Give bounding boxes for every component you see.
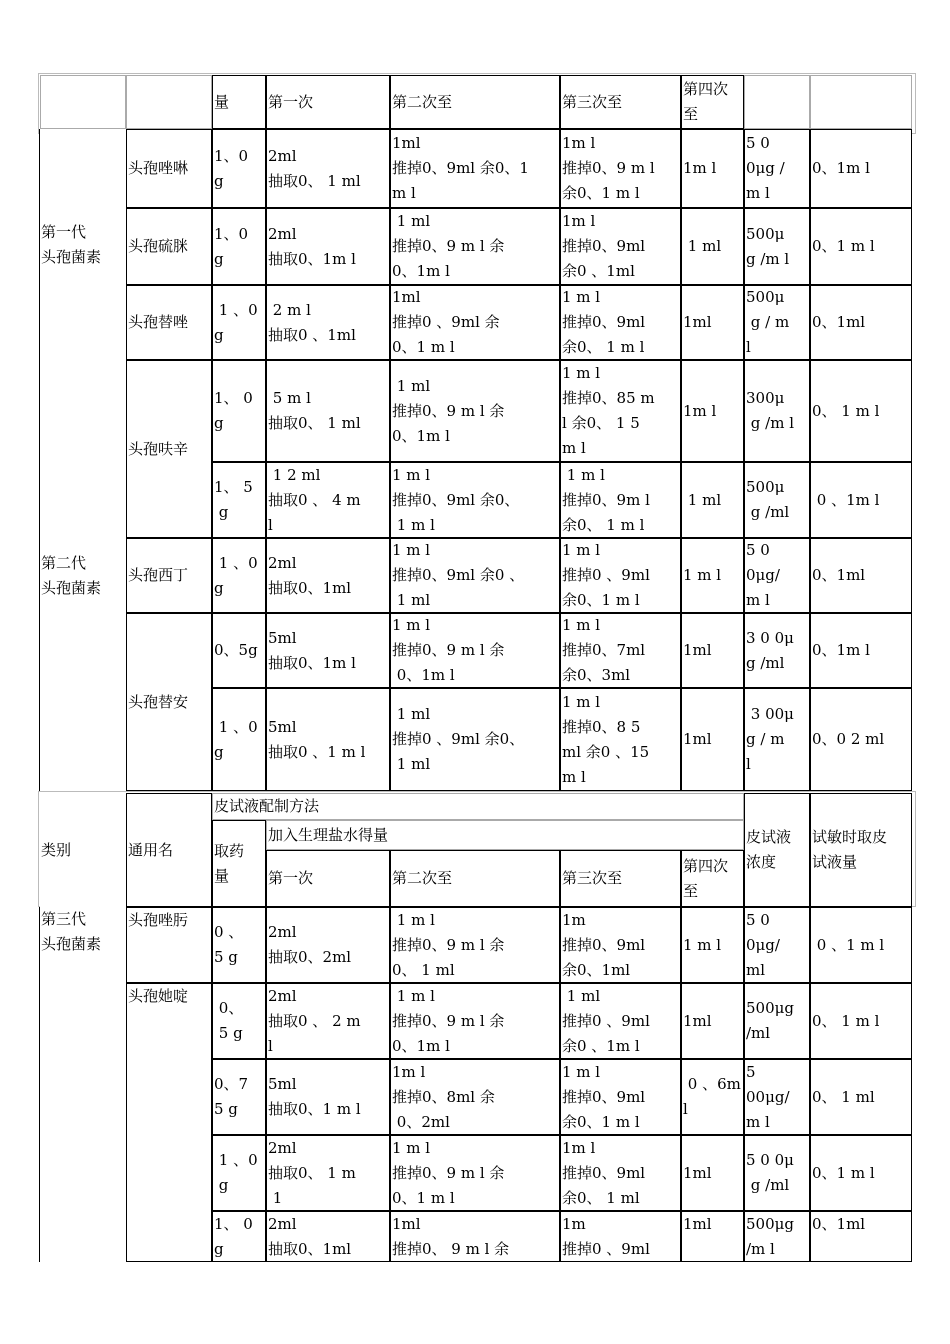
data-cell: 1 m l 推掉0、9 m l 余 0、1 m l <box>390 1135 560 1211</box>
data-cell: 1、 0 g <box>212 1211 266 1262</box>
data-cell: 1 m l 推掉0、9m l 余0、 1 m l <box>560 462 681 538</box>
data-cell: 1、 0 g <box>212 360 266 462</box>
header-amount: 试敏时取皮 试液量 <box>810 793 912 907</box>
header-cell: 第三次至 <box>560 75 681 129</box>
header-second: 第二次至 <box>390 850 560 907</box>
data-cell: 1 m l <box>681 907 744 983</box>
data-cell: 1m l <box>681 129 744 208</box>
data-cell: 1m l 推掉0、9ml 余0 、1ml <box>560 208 681 285</box>
data-cell: 0、5g <box>212 613 266 688</box>
data-cell: 0、 1 m l <box>810 983 912 1059</box>
data-cell: 0、1ml <box>810 1211 912 1262</box>
data-cell: 5ml 抽取0 、1 m l <box>266 688 390 791</box>
data-cell: 0 、1m l <box>810 462 912 538</box>
data-cell: 2ml 抽取0、1ml <box>266 538 390 613</box>
data-cell: 1 、0 g <box>212 538 266 613</box>
header-cell <box>744 75 810 129</box>
data-cell: 1ml 推掉0、9ml 余0、1 m l <box>390 129 560 208</box>
data-cell: 5 0 0μg/ ml <box>744 907 810 983</box>
data-cell: 5 0 0μ g /ml <box>744 1135 810 1211</box>
drug-name: 头孢唑啉 <box>126 129 212 208</box>
data-cell: 0 、6m l <box>681 1059 744 1135</box>
data-cell: 1、 5 g <box>212 462 266 538</box>
category-cell: 第一代 头孢菌素 <box>40 129 126 360</box>
data-cell: 1m l 推掉0、9 m l 余0、1 m l <box>560 129 681 208</box>
header-cell <box>40 75 126 129</box>
data-cell: 1 m l 推掉0、9 m l 余 0、1m l <box>390 983 560 1059</box>
data-cell: 1ml <box>681 613 744 688</box>
data-cell: 1ml <box>681 1211 744 1262</box>
data-cell: 5ml 抽取0、1m l <box>266 613 390 688</box>
data-cell: 2ml 抽取0、1ml <box>266 1211 390 1262</box>
data-cell: 0、1ml <box>810 538 912 613</box>
data-cell: 3 00μ g / m l <box>744 688 810 791</box>
data-cell: 0、 1 m l <box>810 360 912 462</box>
data-cell: 1 m l 推掉0、85 m l 余0、 1 5 m l <box>560 360 681 462</box>
data-cell: 1 、0 g <box>212 285 266 360</box>
data-cell: 500μg /m l <box>744 1211 810 1262</box>
data-cell: 1 ml 推掉0 、9ml 余0、 1 ml <box>390 688 560 791</box>
data-cell: 1ml <box>681 285 744 360</box>
data-cell: 1 m l <box>681 538 744 613</box>
header-category: 类别 <box>40 793 126 907</box>
data-cell: 1 、0 g <box>212 688 266 791</box>
header-cell: 量 <box>212 75 266 129</box>
data-cell: 0、1 m l <box>810 208 912 285</box>
category-cell: 第二代 头孢菌素 <box>40 360 126 791</box>
data-cell: 500μ g / m l <box>744 285 810 360</box>
data-cell: 1 ml <box>681 208 744 285</box>
data-cell: 1ml 推掉0 、9ml 余 0、1 m l <box>390 285 560 360</box>
data-cell: 1 m l 推掉0、7ml 余0、3ml <box>560 613 681 688</box>
header-third: 第三次至 <box>560 850 681 907</box>
header-first: 第一次 <box>266 850 390 907</box>
header-saline: 加入生理盐水得量 <box>266 820 744 850</box>
data-cell: 1 m l 推掉0、9 m l 余 0、 1 ml <box>390 907 560 983</box>
drug-name: 头孢她啶 <box>126 983 212 1262</box>
data-cell: 1ml <box>681 1135 744 1211</box>
data-cell: 1、0 g <box>212 129 266 208</box>
data-cell: 5 0 0μg/ m l <box>744 538 810 613</box>
category-cell: 第三代 头孢菌素 <box>40 907 126 1262</box>
header-generic-name: 通用名 <box>126 793 212 907</box>
data-cell: 2ml 抽取0、 1 ml <box>266 129 390 208</box>
header-cell: 第一次 <box>266 75 390 129</box>
data-cell: 1 m l 推掉0 、9ml 余0、1 m l <box>560 538 681 613</box>
header-cell <box>810 75 912 129</box>
data-cell: 1 ml 推掉0 、9ml 余0 、1m l <box>560 983 681 1059</box>
header-concentration: 皮试液 浓度 <box>744 793 810 907</box>
data-cell: 1 m l 推掉0、9ml 余0、 1 m l <box>560 285 681 360</box>
data-cell: 1 ml 推掉0、9 m l 余 0、1m l <box>390 208 560 285</box>
data-cell: 1m 推掉0、9ml 余0、1ml <box>560 907 681 983</box>
data-cell: 5 00μg/ m l <box>744 1059 810 1135</box>
drug-name: 头孢唑肟 <box>126 907 212 983</box>
data-cell: 1 m l 推掉0、9 m l 余 0、1m l <box>390 613 560 688</box>
header-cell: 第四次 至 <box>681 75 744 129</box>
data-cell: 1ml 推掉0、 9 m l 余 <box>390 1211 560 1262</box>
header-cell <box>126 75 212 129</box>
data-cell: 1 、0 g <box>212 1135 266 1211</box>
data-cell: 0、1ml <box>810 285 912 360</box>
data-cell: 1ml <box>681 688 744 791</box>
header-fourth: 第四次 至 <box>681 850 744 907</box>
data-cell: 5ml 抽取0、1 m l <box>266 1059 390 1135</box>
left-rule <box>39 129 40 791</box>
data-cell: 1 m l 推掉0、9ml 余0 、 1 ml <box>390 538 560 613</box>
header-cell: 第二次至 <box>390 75 560 129</box>
data-cell: 1m 推掉0 、9ml <box>560 1211 681 1262</box>
data-cell: 1m l 推掉0、9ml 余0、 1 ml <box>560 1135 681 1211</box>
header-dose: 取药 量 <box>212 820 266 907</box>
drug-name: 头孢西丁 <box>126 538 212 613</box>
data-cell: 0、1 m l <box>810 1135 912 1211</box>
header-method: 皮试液配制方法 <box>212 793 744 820</box>
data-cell: 5 0 0μg / m l <box>744 129 810 208</box>
data-cell: 0、 5 g <box>212 983 266 1059</box>
data-cell: 3 0 0μ g /ml <box>744 613 810 688</box>
data-cell: 500μ g /m l <box>744 208 810 285</box>
data-cell: 0、7 5 g <box>212 1059 266 1135</box>
data-cell: 0、1m l <box>810 129 912 208</box>
data-cell: 1ml <box>681 983 744 1059</box>
data-cell: 1 ml 推掉0、9 m l 余 0、1m l <box>390 360 560 462</box>
left-rule <box>39 907 40 1262</box>
data-cell: 500μ g /ml <box>744 462 810 538</box>
data-cell: 2 m l 抽取0 、1ml <box>266 285 390 360</box>
data-cell: 1 m l 推掉0、8 5 ml 余0 、15 m l <box>560 688 681 791</box>
data-cell: 2ml 抽取0、1m l <box>266 208 390 285</box>
data-cell: 0 、1 m l <box>810 907 912 983</box>
data-cell: 1 ml <box>681 462 744 538</box>
data-cell: 2ml 抽取0、2ml <box>266 907 390 983</box>
data-cell: 1 m l 推掉0、9ml 余0、1 m l <box>560 1059 681 1135</box>
drug-name: 头孢硫脒 <box>126 208 212 285</box>
data-cell: 0、 1 ml <box>810 1059 912 1135</box>
data-cell: 300μ g /m l <box>744 360 810 462</box>
data-cell: 1 m l 推掉0、9ml 余0、 1 m l <box>390 462 560 538</box>
data-cell: 1、0 g <box>212 208 266 285</box>
data-cell: 0 、 5 g <box>212 907 266 983</box>
drug-name: 头孢替唑 <box>126 285 212 360</box>
data-cell: 1 2 ml 抽取0 、 4 m l <box>266 462 390 538</box>
data-cell: 0、1m l <box>810 613 912 688</box>
data-cell: 1m l <box>681 360 744 462</box>
data-cell: 1m l 推掉0、8ml 余 0、2ml <box>390 1059 560 1135</box>
data-cell: 0、0 2 ml <box>810 688 912 791</box>
drug-name: 头孢替安 <box>126 613 212 791</box>
data-cell: 2ml 抽取0 、 2 m l <box>266 983 390 1059</box>
drug-name: 头孢呋辛 <box>126 360 212 538</box>
data-cell: 2ml 抽取0、 1 m 1 <box>266 1135 390 1211</box>
data-cell: 5 m l 抽取0、 1 ml <box>266 360 390 462</box>
data-cell: 500μg /ml <box>744 983 810 1059</box>
